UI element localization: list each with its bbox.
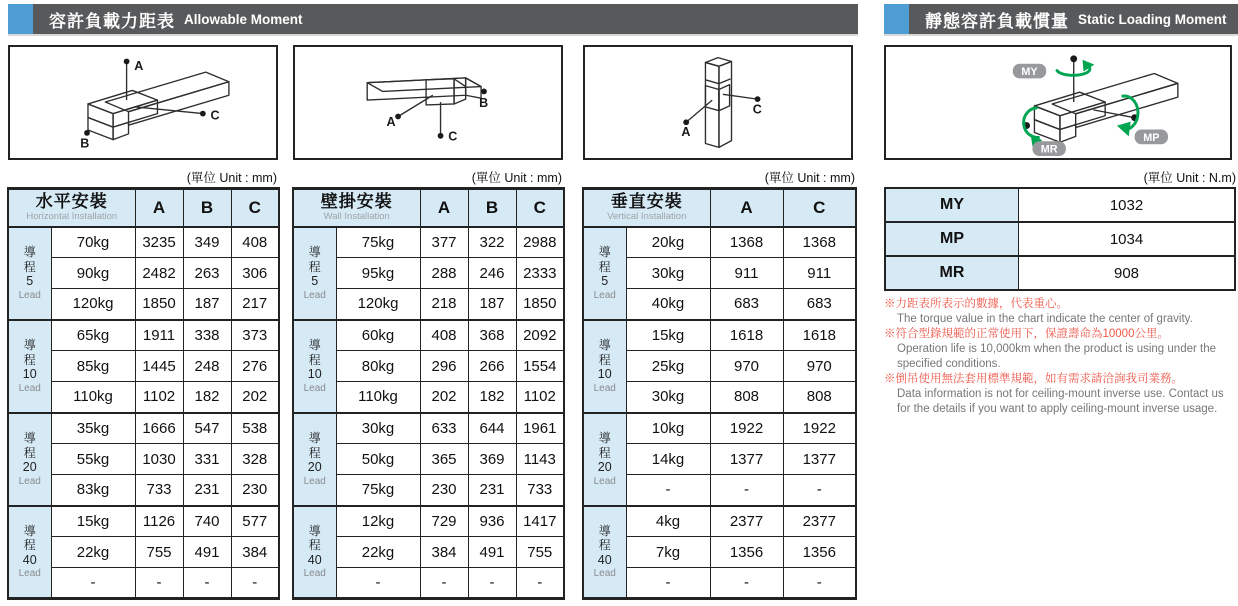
static-loading-table: [884, 187, 1236, 291]
moment-value-cell: 1368: [710, 227, 783, 258]
lead-group-10: 導 程 10 Lead: [8, 320, 51, 413]
table-row: [293, 413, 564, 444]
static-loading-title-en: Static Loading Moment: [1078, 11, 1227, 27]
lead-group-40: 導 程 40 Lead: [293, 506, 336, 599]
load-cell: 30kg: [336, 413, 420, 444]
moment-value-cell: 218: [420, 289, 468, 320]
point-c-marker: [438, 133, 444, 139]
moment-value-cell: -: [783, 568, 856, 599]
load-cell: 15kg: [626, 320, 710, 351]
moment-value-cell: 217: [231, 289, 279, 320]
moment-value-cell: -: [516, 568, 564, 599]
table-row: [583, 413, 856, 444]
moment-value-cell: 755: [516, 537, 564, 568]
point-label-c: C: [448, 129, 458, 144]
moment-value-cell: 202: [231, 382, 279, 413]
moment-value-cell: 1368: [783, 227, 856, 258]
moment-value-cell: 246: [468, 258, 516, 289]
moment-value-cell: -: [420, 568, 468, 599]
wall-installation-diagram: [293, 45, 563, 160]
moment-value-cell: 936: [468, 506, 516, 537]
lead-group-5: 導 程 5 Lead: [293, 227, 336, 320]
lead-word: Lead: [303, 568, 326, 580]
lead-number: 20: [22, 460, 37, 475]
moment-value-cell: 538: [231, 413, 279, 444]
moment-value-cell: -: [783, 475, 856, 506]
moment-value-cell: 230: [231, 475, 279, 506]
load-cell: 14kg: [626, 444, 710, 475]
load-cell: 80kg: [336, 351, 420, 382]
moment-value-cell: 733: [135, 475, 183, 506]
allowable-moment-title-zh: 容許負載力距表: [49, 11, 175, 31]
moment-value-cell: 1618: [710, 320, 783, 351]
moment-value-cell: 369: [468, 444, 516, 475]
moment-value-cell: 2333: [516, 258, 564, 289]
load-cell: 70kg: [51, 227, 135, 258]
lead-group-40: 導 程 40 Lead: [8, 506, 51, 599]
note-en: Data information is not for ceiling-mount inverse use. Contact us for the details if you want to apply ceiling-mount inverse usage.: [897, 387, 1224, 415]
moment-value-cell: 1143: [516, 444, 564, 475]
column-header-a: A: [420, 189, 468, 227]
table-header-row: [293, 189, 564, 227]
moment-value-cell: -: [710, 475, 783, 506]
moment-value-cell: 683: [783, 289, 856, 320]
lead-group-5: 導 程 5 Lead: [583, 227, 626, 320]
static-table-row: [885, 222, 1235, 256]
moment-value-cell: 1850: [516, 289, 564, 320]
moment-value-cell: 633: [420, 413, 468, 444]
moment-value-cell: -: [183, 568, 231, 599]
moment-value-cell: 1922: [783, 413, 856, 444]
moment-value-cell: 349: [183, 227, 231, 258]
unit-label-mm: (單位 Unit : mm): [764, 171, 855, 185]
unit-label-mm: (單位 Unit : mm): [186, 171, 277, 185]
moment-value-cell: 2482: [135, 258, 183, 289]
moment-value-cell: 729: [420, 506, 468, 537]
moment-value-cell: 231: [183, 475, 231, 506]
moment-value-cell: -: [710, 568, 783, 599]
rail-drawing: [686, 58, 757, 148]
moment-value-cell: 373: [231, 320, 279, 351]
moment-value-cell: 970: [710, 351, 783, 382]
point-a-marker: [124, 59, 130, 65]
horizontal-rail-sketch: [10, 47, 276, 158]
table-header-row: [8, 189, 279, 227]
moment-value-cell: 911: [710, 258, 783, 289]
moment-value-cell: 231: [468, 475, 516, 506]
lead-group-10: 導 程 10 Lead: [583, 320, 626, 413]
lead-number: 40: [307, 552, 322, 567]
moment-value-cell: 202: [420, 382, 468, 413]
load-cell: 10kg: [626, 413, 710, 444]
moment-value-cell: 577: [231, 506, 279, 537]
point-label-b: B: [80, 136, 90, 151]
moment-value-cell: 1102: [135, 382, 183, 413]
lead-number: 20: [307, 460, 322, 475]
moment-value-cell: 2377: [710, 506, 783, 537]
moment-value-cell: 230: [420, 475, 468, 506]
moment-value-cell: 322: [468, 227, 516, 258]
moment-value-cell: 1417: [516, 506, 564, 537]
static-table-row: [885, 256, 1235, 290]
lead-word: Lead: [18, 475, 41, 487]
lead-number: 5: [311, 274, 319, 289]
my-badge: [1013, 64, 1046, 79]
load-cell: 12kg: [336, 506, 420, 537]
column-header-a: A: [135, 189, 183, 227]
moment-value-cell: 1850: [135, 289, 183, 320]
load-cell: 7kg: [626, 537, 710, 568]
horizontal-installation-table: [7, 187, 280, 600]
lead-word: Lead: [303, 289, 326, 301]
moment-value-cell: 808: [710, 382, 783, 413]
note-en: The torque value in the chart indicate the center of gravity.: [897, 312, 1193, 325]
load-cell: 110kg: [336, 382, 420, 413]
table-row: [583, 506, 856, 537]
moment-value-cell: 331: [183, 444, 231, 475]
point-b-marker: [84, 130, 90, 136]
lead-word: Lead: [593, 475, 616, 487]
mp-badge: [1135, 130, 1168, 145]
load-cell: 30kg: [626, 382, 710, 413]
moment-value-cell: 1356: [783, 537, 856, 568]
moment-value-cell: 248: [183, 351, 231, 382]
static-value-mp: 1034: [1019, 222, 1236, 256]
note-zh: ※力距表所表示的數據，代表重心。: [884, 298, 1068, 310]
moment-value-cell: 1102: [516, 382, 564, 413]
lead-word: Lead: [593, 382, 616, 394]
mp-badge-label: MP: [1143, 131, 1160, 144]
table-title-en: Wall Installation: [323, 210, 390, 222]
my-rotation-arrow: [1057, 60, 1094, 76]
column-header-c: C: [516, 189, 564, 227]
vertical-table-title: [583, 189, 710, 227]
table-title-zh: 壁掛安裝: [320, 192, 393, 212]
allowable-moment-title-en: Allowable Moment: [184, 11, 303, 27]
moment-value-cell: 306: [231, 258, 279, 289]
lead-group-20: 導 程 20 Lead: [583, 413, 626, 506]
column-header-c: C: [231, 189, 279, 227]
moment-value-cell: 187: [183, 289, 231, 320]
moment-value-cell: 384: [231, 537, 279, 568]
lead-word: Lead: [593, 568, 616, 580]
moment-value-cell: 1377: [710, 444, 783, 475]
load-cell: 55kg: [51, 444, 135, 475]
lead-word: Lead: [18, 568, 41, 580]
moment-value-cell: 1126: [135, 506, 183, 537]
column-header-c: C: [783, 189, 856, 227]
lead-group-20: 導 程 20 Lead: [293, 413, 336, 506]
wall-table-title: [293, 189, 420, 227]
moment-value-cell: 1911: [135, 320, 183, 351]
moment-value-cell: 2988: [516, 227, 564, 258]
moment-value-cell: 365: [420, 444, 468, 475]
load-cell: 25kg: [626, 351, 710, 382]
moment-value-cell: 740: [183, 506, 231, 537]
moment-value-cell: 1961: [516, 413, 564, 444]
lead-group-10: 導 程 10 Lead: [293, 320, 336, 413]
lead-number: 20: [597, 460, 612, 475]
vertical-installation-diagram: [583, 45, 853, 160]
load-cell: -: [51, 568, 135, 599]
load-cell: 120kg: [336, 289, 420, 320]
moment-value-cell: 408: [231, 227, 279, 258]
moment-value-cell: 377: [420, 227, 468, 258]
moment-value-cell: -: [231, 568, 279, 599]
point-b-marker: [481, 89, 487, 95]
moment-value-cell: 644: [468, 413, 516, 444]
moment-value-cell: 1666: [135, 413, 183, 444]
table-title-zh: 垂直安裝: [610, 192, 683, 212]
lead-word: Lead: [18, 289, 41, 301]
moment-value-cell: 1030: [135, 444, 183, 475]
lead-number: 10: [22, 367, 37, 382]
notes: [884, 297, 1238, 417]
table-title-zh: 水平安裝: [35, 192, 108, 212]
static-label-my: MY: [885, 188, 1019, 222]
table-row: [8, 413, 279, 444]
column-header-b: B: [183, 189, 231, 227]
note-zh: ※符合型錄規範的正常使用下，保證壽命為10000公里。: [884, 327, 1169, 340]
moment-value-cell: 1445: [135, 351, 183, 382]
moment-value-cell: 266: [468, 351, 516, 382]
load-cell: 75kg: [336, 227, 420, 258]
moment-value-cell: 3235: [135, 227, 183, 258]
unit-label-nm: (單位 Unit : N.m): [1143, 171, 1236, 185]
horizontal-table-title: [8, 189, 135, 227]
load-cell: 95kg: [336, 258, 420, 289]
moment-value-cell: 547: [183, 413, 231, 444]
point-label-b: B: [479, 95, 489, 110]
moment-value-cell: 288: [420, 258, 468, 289]
static-loading-title-zh: 靜態容許負載慣量: [925, 11, 1069, 31]
load-cell: 83kg: [51, 475, 135, 506]
moment-value-cell: 182: [468, 382, 516, 413]
table-row: [583, 227, 856, 258]
point-c-marker: [200, 111, 206, 117]
moment-value-cell: 296: [420, 351, 468, 382]
load-cell: 22kg: [51, 537, 135, 568]
moment-value-cell: 1618: [783, 320, 856, 351]
load-cell: 60kg: [336, 320, 420, 351]
lead-word: Lead: [18, 382, 41, 394]
horizontal-installation-diagram: [8, 45, 278, 160]
static-table-row: [885, 188, 1235, 222]
accent-square-icon: [884, 4, 909, 34]
lead-number: 5: [26, 274, 34, 289]
table-row: [293, 506, 564, 537]
moment-value-cell: 384: [420, 537, 468, 568]
moment-value-cell: 187: [468, 289, 516, 320]
load-cell: 65kg: [51, 320, 135, 351]
point-label-a: A: [681, 124, 691, 139]
table-row: [293, 227, 564, 258]
moment-value-cell: 683: [710, 289, 783, 320]
point-label-a: A: [386, 115, 396, 130]
moment-value-cell: 2377: [783, 506, 856, 537]
moment-value-cell: 2092: [516, 320, 564, 351]
vertical-installation-table: [582, 187, 857, 600]
moment-value-cell: 1922: [710, 413, 783, 444]
load-cell: 85kg: [51, 351, 135, 382]
unit-label-mm: (單位 Unit : mm): [471, 171, 562, 185]
moment-value-cell: 1356: [710, 537, 783, 568]
point-label-a: A: [134, 59, 144, 74]
table-header-row: [583, 189, 856, 227]
moment-value-cell: 733: [516, 475, 564, 506]
lead-group-5: 導 程 5 Lead: [8, 227, 51, 320]
load-cell: 22kg: [336, 537, 420, 568]
note-zh: ※倒吊使用無法套用標準規範，如有需求請洽詢我司業務。: [884, 372, 1183, 385]
load-cell: 120kg: [51, 289, 135, 320]
moment-value-cell: 808: [783, 382, 856, 413]
moment-value-cell: 263: [183, 258, 231, 289]
static-label-mr: MR: [885, 256, 1019, 290]
load-cell: 30kg: [626, 258, 710, 289]
moment-value-cell: -: [135, 568, 183, 599]
lead-number: 40: [597, 552, 612, 567]
rail-drawing: [88, 63, 229, 139]
lead-number: 10: [597, 367, 612, 382]
lead-group-20: 導 程 20 Lead: [8, 413, 51, 506]
rail-drawing: [367, 78, 481, 136]
load-cell: -: [626, 568, 710, 599]
point-a-marker: [395, 114, 401, 120]
table-row: [8, 227, 279, 258]
note-en: Operation life is 10,000km when the product is using under the specified conditions.: [897, 342, 1216, 370]
table-row: [8, 320, 279, 351]
moment-value-cell: 338: [183, 320, 231, 351]
moment-axes-sketch: [886, 47, 1230, 158]
load-cell: 20kg: [626, 227, 710, 258]
load-cell: 50kg: [336, 444, 420, 475]
load-cell: -: [626, 475, 710, 506]
lead-number: 5: [601, 274, 609, 289]
moment-value-cell: -: [468, 568, 516, 599]
moment-value-cell: 911: [783, 258, 856, 289]
moment-value-cell: 970: [783, 351, 856, 382]
load-cell: 90kg: [51, 258, 135, 289]
lead-number: 40: [22, 552, 37, 567]
allowable-moment-header-bar: [8, 4, 858, 36]
mr-badge-label: MR: [1040, 143, 1058, 156]
moment-value-cell: 408: [420, 320, 468, 351]
moment-value-cell: 491: [183, 537, 231, 568]
table-title-en: Vertical Installation: [607, 210, 687, 222]
load-cell: 110kg: [51, 382, 135, 413]
lead-word: Lead: [303, 475, 326, 487]
table-row: [293, 320, 564, 351]
mr-badge: [1032, 141, 1065, 156]
moment-value-cell: 368: [468, 320, 516, 351]
moment-value-cell: 182: [183, 382, 231, 413]
accent-square-icon: [8, 4, 33, 34]
point-c-marker: [755, 96, 761, 102]
wall-installation-table: [292, 187, 565, 600]
table-row: [583, 320, 856, 351]
moment-value-cell: 1377: [783, 444, 856, 475]
lead-word: Lead: [303, 382, 326, 394]
load-cell: 40kg: [626, 289, 710, 320]
moment-value-cell: 276: [231, 351, 279, 382]
table-title-en: Horizontal Installation: [26, 210, 118, 222]
lead-group-40: 導 程 40 Lead: [583, 506, 626, 599]
table-row: [8, 506, 279, 537]
my-badge-label: MY: [1021, 65, 1038, 78]
static-value-mr: 908: [1019, 256, 1236, 290]
static-moment-diagram: [884, 45, 1232, 160]
moment-value-cell: 328: [231, 444, 279, 475]
moment-value-cell: 1554: [516, 351, 564, 382]
column-header-b: B: [468, 189, 516, 227]
lead-number: 10: [307, 367, 322, 382]
point-label-c: C: [210, 108, 220, 123]
moment-value-cell: 491: [468, 537, 516, 568]
column-header-a: A: [710, 189, 783, 227]
wall-rail-sketch: [295, 47, 561, 158]
static-loading-header-bar: [884, 4, 1238, 36]
static-label-mp: MP: [885, 222, 1019, 256]
lead-word: Lead: [593, 289, 616, 301]
vertical-rail-sketch: [585, 47, 851, 158]
load-cell: 4kg: [626, 506, 710, 537]
static-value-my: 1032: [1019, 188, 1236, 222]
load-cell: 75kg: [336, 475, 420, 506]
point-label-c: C: [752, 102, 762, 117]
load-cell: -: [336, 568, 420, 599]
my-axis-marker: [1070, 55, 1077, 62]
load-cell: 35kg: [51, 413, 135, 444]
moment-value-cell: 755: [135, 537, 183, 568]
load-cell: 15kg: [51, 506, 135, 537]
